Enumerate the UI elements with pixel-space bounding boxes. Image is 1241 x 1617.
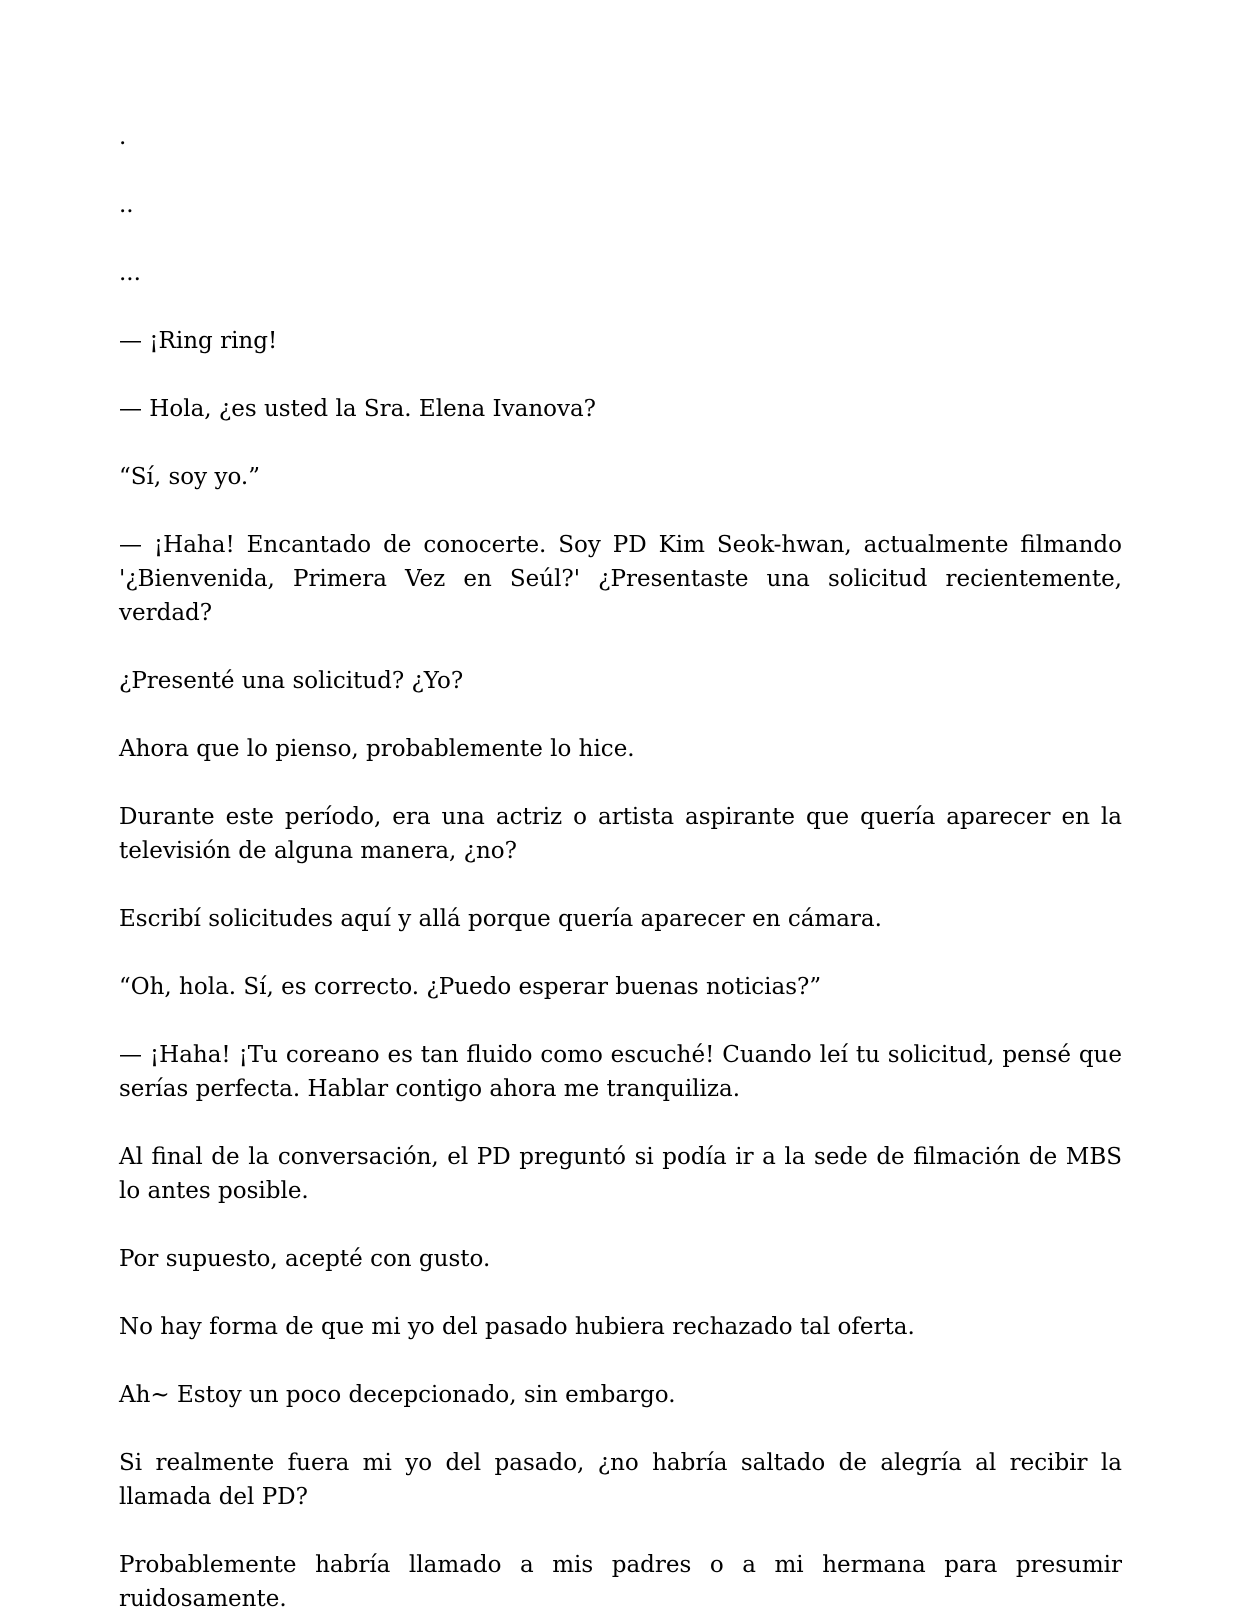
paragraph-oh-hola: “Oh, hola. Sí, es correcto. ¿Puedo esperar buenas noticias?” [119,974,822,1000]
paragraph-probablemente: Probablemente habría llamado a mis padres o a mi hermana para presumir ruidosamente. [119,1552,1122,1612]
paragraph-si-soy-yo: “Sí, soy yo.” [119,464,260,490]
paragraph-haha-2: — ¡Haha! ¡Tu coreano es tan fluido como escuché! Cuando leí tu solicitud, pensé que serías perfecta. Hablar contigo ahora me tranquiliza. [119,1042,1122,1102]
paragraph-presente: ¿Presenté una solicitud? ¿Yo? [119,668,464,694]
paragraph-al-final: Al final de la conversación, el PD preguntó si podía ir a la sede de filmación de MBS lo antes posible. [119,1144,1122,1204]
paragraph-dot-1: . [119,124,127,150]
paragraph-ahora: Ahora que lo pienso, probablemente lo hice. [119,736,635,762]
paragraph-dot-3: ... [119,260,141,286]
paragraph-ah: Ah~ Estoy un poco decepcionado, sin embargo. [119,1382,676,1408]
paragraph-durante: Durante este período, era una actriz o artista aspirante que quería aparecer en la televisión de alguna manera, ¿no? [119,804,1122,864]
paragraph-escribi: Escribí solicitudes aquí y allá porque quería aparecer en cámara. [119,906,882,932]
paragraph-dot-2: .. [119,192,134,218]
paragraph-si-realmente: Si realmente fuera mi yo del pasado, ¿no habría saltado de alegría al recibir la llamada del PD? [119,1450,1122,1510]
paragraph-hola: — Hola, ¿es usted la Sra. Elena Ivanova? [119,396,597,422]
document-body [119,120,1122,1617]
paragraph-haha-1: — ¡Haha! Encantado de conocerte. Soy PD Kim Seok-hwan, actualmente filmando '¿Bienvenida, Primera Vez en Seúl?' ¿Presentaste una solicitud recientemente, verdad? [119,532,1122,626]
paragraph-por-supuesto: Por supuesto, acepté con gusto. [119,1246,491,1272]
paragraph-no-hay-forma: No hay forma de que mi yo del pasado hubiera rechazado tal oferta. [119,1314,915,1340]
paragraph-ring: — ¡Ring ring! [119,328,278,354]
